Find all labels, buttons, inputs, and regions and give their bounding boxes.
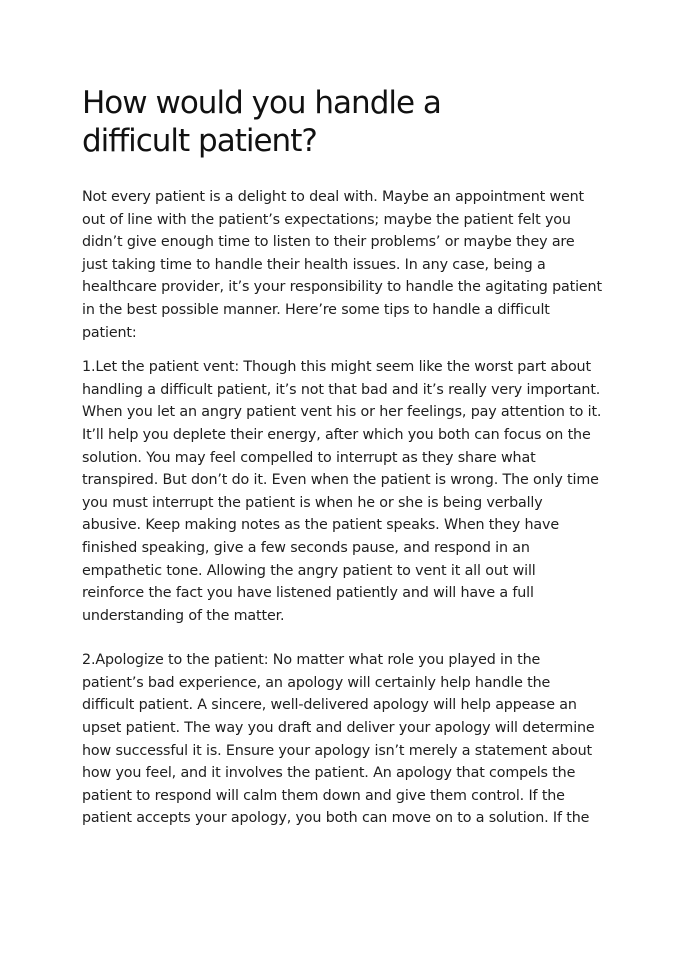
title-line-1: How would you handle a — [82, 85, 441, 121]
title-line-2: difficult patient? — [82, 123, 317, 159]
document-title — [82, 84, 602, 160]
tip-2-paragraph: 2.Apologize to the patient: No matter what role you played in the patient’s bad experience, an apology will certainly help handle the difficult patient. A sincere, well-delivered apology will help appease an upset patient. The way you draft and deliver your apology will determine how successful it is. Ensure your apology isn’t merely a statement about how you feel, and it involves the patient. An apology that compels the patient to respond will calm them down and give them control. If the patient accepts your apology, you both can move on to a solution. If the — [82, 652, 595, 827]
document-body — [82, 186, 602, 842]
intro-paragraph: Not every patient is a delight to deal with. Maybe an appointment went out of line with the patient’s expectations; maybe the patient felt you didn’t give enough time to listen to their problems’ or maybe they are just taking time to handle their health issues. In any case, being a healthcare provider, it’s your responsibility to handle the agitating patient in the best possible manner. Here’re some tips to handle a difficult patient: — [82, 189, 602, 341]
tip-1-paragraph: 1.Let the patient vent: Though this might seem like the worst part about handling a difficult patient, it’s not that bad and it’s really very important. When you let an angry patient vent his or her feelings, pay attention to it. It’ll help you deplete their energy, after which you both can focus on the solution. You may feel compelled to interrupt as they share what transpired. But don’t do it. Even when the patient is wrong. The only time you must interrupt the patient is when he or she is being verbally abusive. Keep making notes as the patient speaks. When they have finished speaking, give a few seconds pause, and respond in an empathetic tone. Allowing the angry patient to vent it all out will reinforce the fact you have listened patiently and will have a full understanding of the matter. — [82, 359, 602, 624]
